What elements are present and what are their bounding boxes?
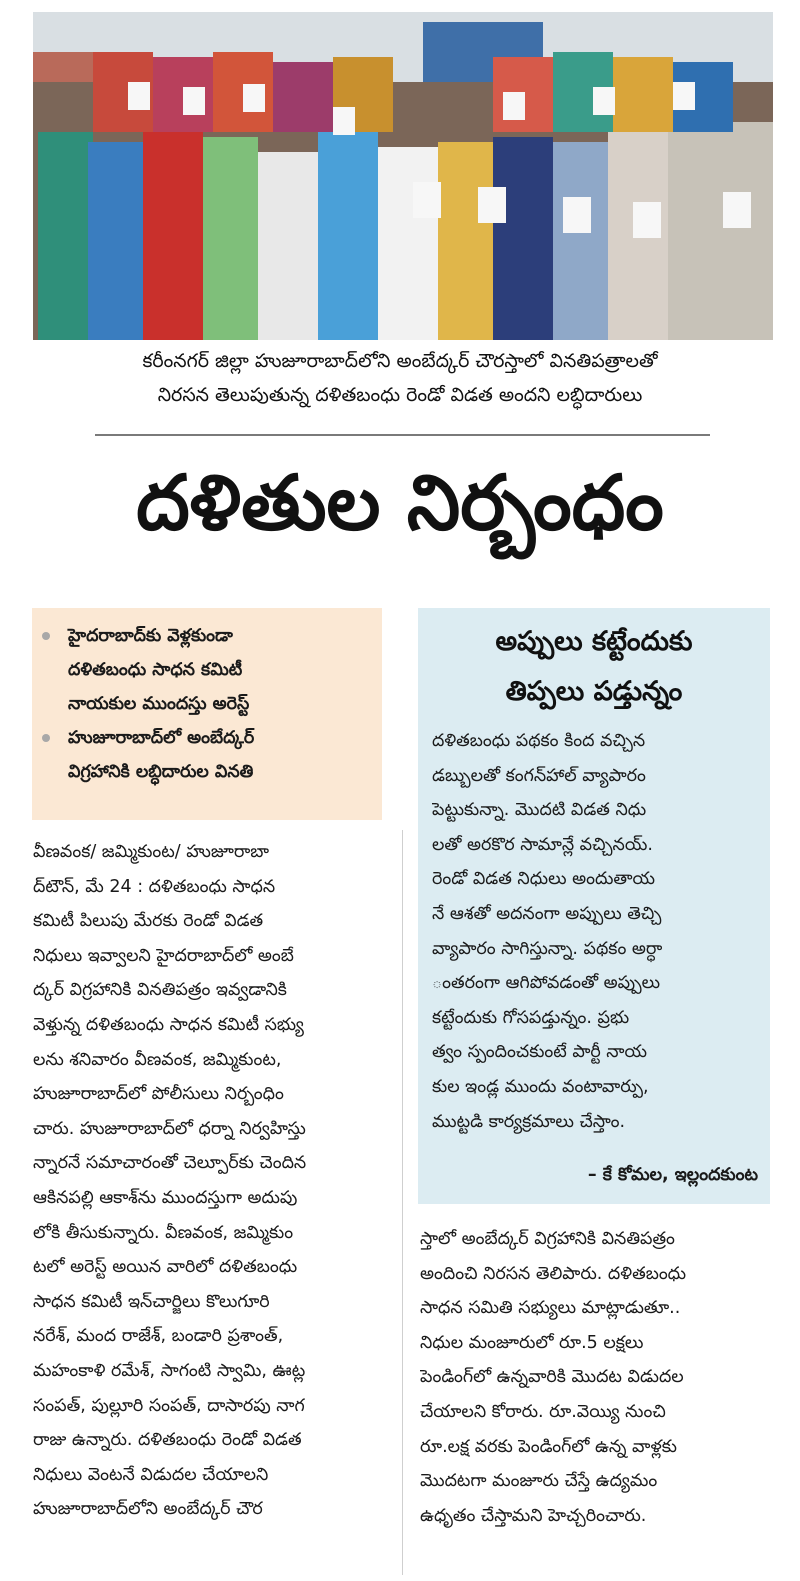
article-line: సంపత్, పుల్లూరి సంపత్, దాసారపు నాగ <box>33 1395 305 1416</box>
article-line: చేయాలని కోరారు. రూ.వెయ్యి నుంచి <box>420 1401 666 1422</box>
photo-caption-line-1: కరీంనగర్ జిల్లా హుజూరాబాద్‌లోని అంబేద్కర్ చౌరస్తాలో వినతిపత్రాలతో <box>142 350 658 372</box>
protest-photo <box>33 12 773 340</box>
article-line: నిధులు వెంటనే విడుదల చేయాలని <box>33 1464 269 1485</box>
highlight-line: దళితబంధు సాధన కమిటీ <box>68 660 243 680</box>
article-line: ద్‌టౌన్, మే 24 : దళితబంధు సాధన <box>33 876 276 897</box>
quote-line: పెట్టుకున్నా. మొదటి విడత నిధు <box>432 800 647 821</box>
article-line: నిధుల మంజూరులో రూ.5 లక్షలు <box>420 1332 644 1353</box>
article-line: వీణవంక/ జమ్మికుంట/ హుజూరాబా <box>33 842 269 862</box>
quote-title-line-1: అప్పులు కట్టేందుకు <box>495 626 693 657</box>
quote-line: డబ్బులతో కంగన్‌హాల్ వ్యాపారం <box>432 765 646 786</box>
article-line: నరేశ్, మంద రాజేశ్, బండారి ప్రశాంత్, <box>33 1326 284 1347</box>
quote-line: ముట్టడి కార్యక్రమాలు చేస్తాం. <box>432 1111 626 1132</box>
article-left-column <box>33 835 388 1527</box>
article-line: రూ.లక్ష వరకు పెండింగ్‌లో ఉన్న వాళ్లకు <box>420 1436 677 1457</box>
article-line: న్నారనే సమాచారంతో చెల్పూర్‌కు చెందిన <box>33 1153 307 1174</box>
headline: దళితుల నిర్బంధం <box>136 458 664 547</box>
quote-line: కట్టేందుకు గోసపడ్తున్నం. ప్రభు <box>432 1007 630 1028</box>
article-line: ఆకినపల్లి ఆకాశ్‌ను ముందస్తుగా అదుపు <box>33 1187 298 1208</box>
quote-line: రెండో విడత నిధులు అందుతాయ <box>432 869 656 890</box>
article-line: హుజూరాబాద్‌లో పోలీసులు నిర్బంధిం <box>33 1084 284 1105</box>
highlight-line: హుజూరాబాద్‌లో అంబేద్కర్ <box>68 728 255 748</box>
article-line: మొదటగా మంజూరు చేస్తే ఉద్యమం <box>420 1471 658 1492</box>
bullet-icon <box>42 632 50 640</box>
article-line: టలో అరెస్ట్ అయిన వారిలో దళితబంధు <box>33 1257 298 1278</box>
highlight-line: నాయకుల ముందస్తు అరెస్ట్ <box>68 694 250 714</box>
quote-title-line-2: తిప్పలు పడ్తున్నం <box>505 676 683 707</box>
article-line: అందించి నిరసన తెలిపారు. దళితబంధు <box>420 1263 687 1284</box>
quote-line: కుల ఇండ్ల ముందు వంటావార్పు, <box>432 1076 649 1097</box>
article-line: పెండింగ్‌లో ఉన్నవారికి మొదట విడుదల <box>420 1367 684 1388</box>
article-line: మహంకాళి రమేశ్, సాగంటి స్వామి, ఊట్ల <box>33 1360 306 1381</box>
article-line: స్తాలో అంబేద్కర్ విగ్రహానికి వినతిపత్రం <box>420 1229 675 1249</box>
article-line: రాజు ఉన్నారు. దళితబంధు రెండో విడత <box>33 1430 302 1451</box>
quote-line: దళితబంధు పథకం కింద వచ్చిన <box>432 731 646 751</box>
article-line: సాధన కమిటీ ఇన్‌చార్జిలు కొలుగూరి <box>33 1291 270 1312</box>
highlight-line: విగ్రహానికి లబ్ధిదారుల వినతి <box>68 762 254 782</box>
quote-line: వ్యాపారం సాగిస్తున్నా. పథకం అర్ధా <box>432 938 663 959</box>
article-line: లను శనివారం వీణవంక, జమ్మికుంట, <box>33 1049 282 1070</box>
bullet-icon <box>42 734 50 742</box>
article-line: లోకి తీసుకున్నారు. వీణవంక, జమ్మికుం <box>33 1222 294 1243</box>
photo-caption-line-2: నిరసన తెలుపుతున్న దళితబంధు రెండో విడత అందని లబ్ధిదారులు <box>157 384 643 406</box>
quote-line: నే ఆశతో అదనంగా అప్పులు తెచ్చి <box>432 903 662 924</box>
quote-line: ంతరంగా ఆగిపోవడంతో అప్పులు <box>432 973 661 994</box>
highlight-line: హైదరాబాద్‌కు వెళ్లకుండా <box>68 626 233 646</box>
article-line: కమిటీ పిలుపు మేరకు రెండో విడత <box>33 911 264 932</box>
highlight-item <box>42 721 372 789</box>
article-line: సాధన సమితి సభ్యులు మాట్లాడుతూ.. <box>420 1298 681 1319</box>
article-line: నిధులు ఇవ్వాలని హైదరాబాద్‌లో అంబే <box>33 945 294 966</box>
highlight-item <box>42 619 372 721</box>
article-line: చారు. హుజూరాబాద్‌లో ధర్నా నిర్వహిస్తు <box>33 1118 306 1139</box>
protest-photo-illustration <box>33 12 773 340</box>
column-divider <box>402 830 403 1575</box>
article-line: హుజూరాబాద్‌లోని అంబేద్కర్ చౌర <box>33 1499 263 1520</box>
quote-signature: – కే కోమల, ఇల్లందకుంట <box>587 1165 758 1185</box>
quote-line: లతో అరకొర సామాన్లే వచ్చినయ్. <box>432 834 653 855</box>
article-line: ద్కర్ విగ్రహానికి వినతిపత్రం ఇవ్వడానికి <box>33 980 287 1001</box>
article-right-column <box>420 1222 780 1533</box>
article-line: వెళ్తున్న దళితబంధు సాధన కమిటీ సభ్యు <box>33 1014 304 1035</box>
quote-line: త్వం స్పందించకుంటే పార్టీ నాయ <box>432 1042 647 1063</box>
caption-divider <box>95 434 710 436</box>
article-line: ఉధృతం చేస్తామని హెచ్చరించారు. <box>420 1505 647 1526</box>
quote-body <box>432 724 762 1139</box>
